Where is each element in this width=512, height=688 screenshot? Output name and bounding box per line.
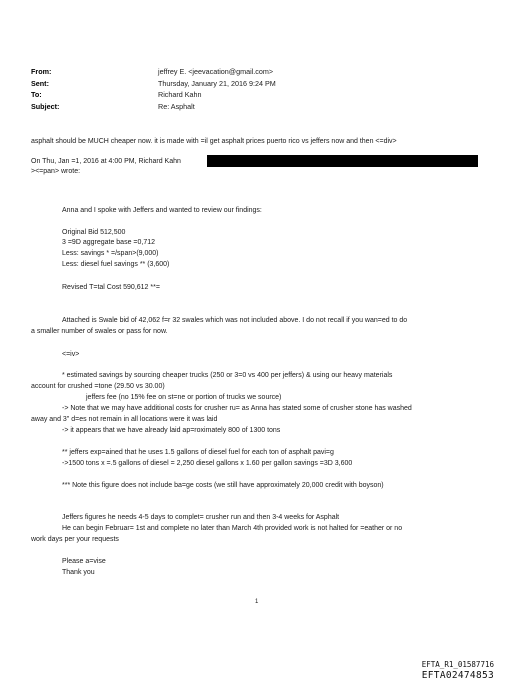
note-crusher-2: away and 3" d=es not remain in all locations were it was laid [31, 416, 218, 423]
footer-ref-large: EFTA02474853 [421, 670, 494, 681]
header-to-row [31, 89, 491, 101]
jeffers-figures: Jeffers figures he needs 4-5 days to complet= crusher run and then 3-4 weeks for Asphalt [62, 514, 340, 521]
redaction-box [207, 155, 478, 167]
div-tag: <=iv> [62, 351, 80, 358]
begin-text-1: He can begin Februar= 1st and complete no later than March 4th provided work is not halted for =eather or no [62, 525, 403, 532]
sent-label: Sent: [31, 78, 49, 88]
begin-text-2: work days per your requests [31, 536, 119, 543]
bid-aggregate: 3 =9D aggregate base =0,712 [62, 239, 156, 246]
bid-original: Original Bid 512,500 [62, 229, 126, 236]
reply-text: asphalt should be MUCH cheaper now. it is made with =il get asphalt prices puerto rico vs jeffers now and then <=div> [31, 138, 397, 145]
estimated-savings-2: account for crushed =tone (29.50 vs 30.00) [31, 383, 165, 390]
email-header [31, 66, 491, 112]
header-subject-row [31, 101, 491, 113]
bid-savings: Less: savings * =/span>(9,000) [62, 250, 159, 257]
attached-text-2: a smaller number of swales or pass for now. [31, 328, 168, 335]
subject-value: Re: Asphalt [158, 101, 195, 111]
footer-ref-small: EFTA_R1_01587716 [421, 660, 494, 669]
barge-note: *** Note this figure does not include ba=ge costs (we still have approximately 20,000 credit with boyson) [62, 482, 384, 489]
estimated-savings-1: * estimated savings by sourcing cheaper trucks (250 or 3=0 vs 400 per jeffers) & using our heavy materials [62, 372, 393, 379]
attached-text-1: Attached is Swale bid of 42,062 f=r 32 swales which was not included above. I do not recall if you wan=ed to do [62, 317, 408, 324]
sent-value: Thursday, January 21, 2016 9:24 PM [158, 78, 276, 88]
intro-text: Anna and I spoke with Jeffers and wanted to review our findings: [62, 207, 262, 214]
bid-diesel: Less: diesel fuel savings ** (3,600) [62, 261, 170, 268]
laid-tons: -> it appears that we have already laid ap=roximately 800 of 1300 tons [62, 427, 281, 434]
quote-wrote: ><=pan> wrote: [31, 168, 81, 175]
header-from-row [31, 66, 491, 78]
revised-total: Revised T=tal Cost 590,612 **= [62, 284, 160, 291]
to-value: Richard Kahn [158, 90, 202, 99]
thank-you: Thank you [62, 569, 95, 576]
from-value: jeffrey E. <jeevacation@gmail.com> [158, 67, 274, 76]
header-sent-row [31, 78, 491, 90]
from-label: From: [31, 67, 52, 76]
please-advise: Please a=vise [62, 558, 106, 565]
jeffers-fee: jeffers fee (no 15% fee on st=ne or portion of trucks we source) [86, 394, 282, 401]
document-footer [422, 660, 494, 682]
quote-attribution: On Thu, Jan =1, 2016 at 4:00 PM, Richard Kahn [31, 158, 181, 165]
subject-label: Subject: [31, 101, 60, 111]
diesel-explained-1: ** jeffers exp=ained that he uses 1.5 gallons of diesel fuel for each ton of asphalt pavi=g [62, 449, 334, 456]
note-crusher-1: -> Note that we may have additional costs for crusher ru= as Anna has stated some of crusher stone has washed [62, 405, 412, 412]
to-label: To: [31, 90, 42, 99]
diesel-explained-2: ->1500 tons x =.5 gallons of diesel = 2,250 diesel gallons x 1.60 per gallon savings =3D 3,600 [62, 460, 353, 467]
page-number: 1 [255, 599, 259, 605]
